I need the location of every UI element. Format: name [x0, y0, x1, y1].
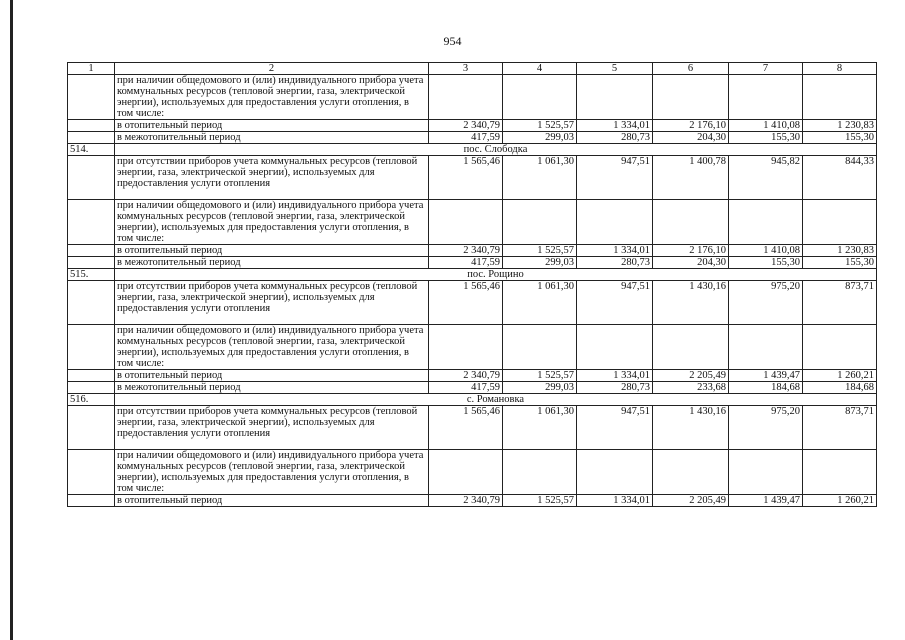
value-cell: 1 430,16: [653, 406, 729, 450]
value-cell: 1 525,57: [503, 495, 577, 507]
value-cell: 1 525,57: [503, 370, 577, 382]
value-cell: 2 176,10: [653, 245, 729, 257]
table-row: [68, 495, 877, 507]
value-cell: 155,30: [729, 132, 803, 144]
value-cell: 299,03: [503, 132, 577, 144]
value-cell: 1 525,57: [503, 120, 577, 132]
page-number: 954: [443, 34, 462, 48]
value-cell: 947,51: [577, 156, 653, 200]
value-cell: 1 439,47: [729, 495, 803, 507]
row-number-cell: [68, 156, 115, 200]
locality-number: 515.: [68, 269, 115, 281]
row-description: в отопительный период: [115, 495, 429, 507]
row-description: при отсутствии приборов учета коммунальных ресурсов (тепловой энергии, газа, электрической энергии), используемых для предоставления услуги отопления: [115, 156, 429, 200]
row-number-cell: [68, 75, 115, 120]
value-cell: 2 176,10: [653, 120, 729, 132]
table-row: [68, 406, 877, 450]
row-number-cell: [68, 120, 115, 132]
value-cell: 2 205,49: [653, 370, 729, 382]
value-cell: [653, 325, 729, 370]
value-cell: 1 230,83: [803, 245, 877, 257]
value-cell: 417,59: [429, 382, 503, 394]
table-row: [68, 325, 877, 370]
value-cell: 1 061,30: [503, 406, 577, 450]
value-cell: 1 430,16: [653, 281, 729, 325]
value-cell: [503, 75, 577, 120]
value-cell: [803, 450, 877, 495]
value-cell: 1 230,83: [803, 120, 877, 132]
value-cell: 1 334,01: [577, 245, 653, 257]
value-cell: 299,03: [503, 257, 577, 269]
table-row: [68, 120, 877, 132]
value-cell: 155,30: [729, 257, 803, 269]
header-row: [68, 63, 877, 75]
header-cell: 8: [803, 63, 877, 75]
value-cell: 184,68: [729, 382, 803, 394]
value-cell: 1 410,08: [729, 245, 803, 257]
header-cell: 2: [115, 63, 429, 75]
value-cell: [653, 200, 729, 245]
row-description: при наличии общедомового и (или) индивидуального прибора учета коммунальных ресурсов (тепловой энергии, газа, электрической энергии), используемых для предоставления услуги отопления, в том числе:: [115, 75, 429, 120]
value-cell: [503, 325, 577, 370]
row-description: в отопительный период: [115, 120, 429, 132]
row-description: при наличии общедомового и (или) индивидуального прибора учета коммунальных ресурсов (тепловой энергии, газа, электрической энергии), используемых для предоставления услуги отопления, в том числе:: [115, 200, 429, 245]
row-description: при наличии общедомового и (или) индивидуального прибора учета коммунальных ресурсов (тепловой энергии, газа, электрической энергии), используемых для предоставления услуги отопления, в том числе:: [115, 450, 429, 495]
table-row: [68, 75, 877, 120]
value-cell: 947,51: [577, 406, 653, 450]
table-row: [68, 257, 877, 269]
value-cell: 1 525,57: [503, 245, 577, 257]
value-cell: [653, 450, 729, 495]
page-edge-bar: [10, 0, 13, 640]
value-cell: [803, 325, 877, 370]
value-cell: 1 565,46: [429, 156, 503, 200]
locality-row: [68, 394, 877, 406]
table-row: [68, 370, 877, 382]
value-cell: 1 334,01: [577, 495, 653, 507]
value-cell: 975,20: [729, 406, 803, 450]
locality-row: [68, 269, 877, 281]
value-cell: [429, 325, 503, 370]
locality-name: с. Романовка: [115, 394, 877, 406]
value-cell: 2 340,79: [429, 370, 503, 382]
value-cell: 1 260,21: [803, 370, 877, 382]
value-cell: 204,30: [653, 257, 729, 269]
row-description: при отсутствии приборов учета коммунальных ресурсов (тепловой энергии, газа, электрической энергии), используемых для предоставления услуги отопления: [115, 281, 429, 325]
header-cell: 5: [577, 63, 653, 75]
table-row: [68, 132, 877, 144]
table-row: [68, 450, 877, 495]
row-number-cell: [68, 132, 115, 144]
locality-number: 516.: [68, 394, 115, 406]
value-cell: [429, 75, 503, 120]
row-number-cell: [68, 257, 115, 269]
value-cell: [729, 75, 803, 120]
row-number-cell: [68, 450, 115, 495]
value-cell: 299,03: [503, 382, 577, 394]
row-number-cell: [68, 370, 115, 382]
value-cell: 280,73: [577, 257, 653, 269]
locality-name: пос. Слободка: [115, 144, 877, 156]
value-cell: [577, 325, 653, 370]
value-cell: 1 334,01: [577, 120, 653, 132]
value-cell: 1 565,46: [429, 406, 503, 450]
locality-number: 514.: [68, 144, 115, 156]
value-cell: [429, 200, 503, 245]
value-cell: [577, 450, 653, 495]
value-cell: 184,68: [803, 382, 877, 394]
value-cell: [729, 200, 803, 245]
value-cell: [729, 450, 803, 495]
value-cell: 2 340,79: [429, 245, 503, 257]
header-cell: 6: [653, 63, 729, 75]
value-cell: 1 334,01: [577, 370, 653, 382]
table-row: [68, 156, 877, 200]
value-cell: [429, 450, 503, 495]
row-description: при наличии общедомового и (или) индивидуального прибора учета коммунальных ресурсов (тепловой энергии, газа, электрической энергии), используемых для предоставления услуги отопления, в том числе:: [115, 325, 429, 370]
header-cell: 1: [68, 63, 115, 75]
locality-row: [68, 144, 877, 156]
value-cell: [577, 75, 653, 120]
value-cell: 204,30: [653, 132, 729, 144]
value-cell: 155,30: [803, 257, 877, 269]
value-cell: 2 340,79: [429, 120, 503, 132]
value-cell: 1 439,47: [729, 370, 803, 382]
value-cell: 2 205,49: [653, 495, 729, 507]
locality-name: пос. Рощино: [115, 269, 877, 281]
value-cell: 280,73: [577, 132, 653, 144]
row-number-cell: [68, 406, 115, 450]
table-body: [68, 63, 877, 507]
header-cell: 3: [429, 63, 503, 75]
tariff-table: [67, 62, 877, 507]
table-row: [68, 245, 877, 257]
row-description: в межотопительный период: [115, 257, 429, 269]
value-cell: 280,73: [577, 382, 653, 394]
row-description: в отопительный период: [115, 245, 429, 257]
value-cell: 155,30: [803, 132, 877, 144]
value-cell: 975,20: [729, 281, 803, 325]
row-number-cell: [68, 495, 115, 507]
value-cell: [503, 450, 577, 495]
row-description: в межотопительный период: [115, 382, 429, 394]
row-number-cell: [68, 281, 115, 325]
value-cell: 233,68: [653, 382, 729, 394]
value-cell: 1 400,78: [653, 156, 729, 200]
row-description: в межотопительный период: [115, 132, 429, 144]
value-cell: 1 565,46: [429, 281, 503, 325]
row-description: при отсутствии приборов учета коммунальных ресурсов (тепловой энергии, газа, электрической энергии), используемых для предоставления услуги отопления: [115, 406, 429, 450]
value-cell: 2 340,79: [429, 495, 503, 507]
row-description: в отопительный период: [115, 370, 429, 382]
value-cell: [803, 75, 877, 120]
value-cell: 873,71: [803, 406, 877, 450]
value-cell: [503, 200, 577, 245]
value-cell: 1 061,30: [503, 281, 577, 325]
value-cell: 945,82: [729, 156, 803, 200]
table-row: [68, 200, 877, 245]
value-cell: 1 061,30: [503, 156, 577, 200]
value-cell: 1 410,08: [729, 120, 803, 132]
row-number-cell: [68, 325, 115, 370]
value-cell: 417,59: [429, 257, 503, 269]
value-cell: 844,33: [803, 156, 877, 200]
table-row: [68, 382, 877, 394]
value-cell: [729, 325, 803, 370]
value-cell: [653, 75, 729, 120]
value-cell: 417,59: [429, 132, 503, 144]
table-row: [68, 281, 877, 325]
row-number-cell: [68, 382, 115, 394]
row-number-cell: [68, 200, 115, 245]
header-cell: 4: [503, 63, 577, 75]
value-cell: 873,71: [803, 281, 877, 325]
header-cell: 7: [729, 63, 803, 75]
row-number-cell: [68, 245, 115, 257]
value-cell: [577, 200, 653, 245]
value-cell: 1 260,21: [803, 495, 877, 507]
value-cell: 947,51: [577, 281, 653, 325]
value-cell: [803, 200, 877, 245]
